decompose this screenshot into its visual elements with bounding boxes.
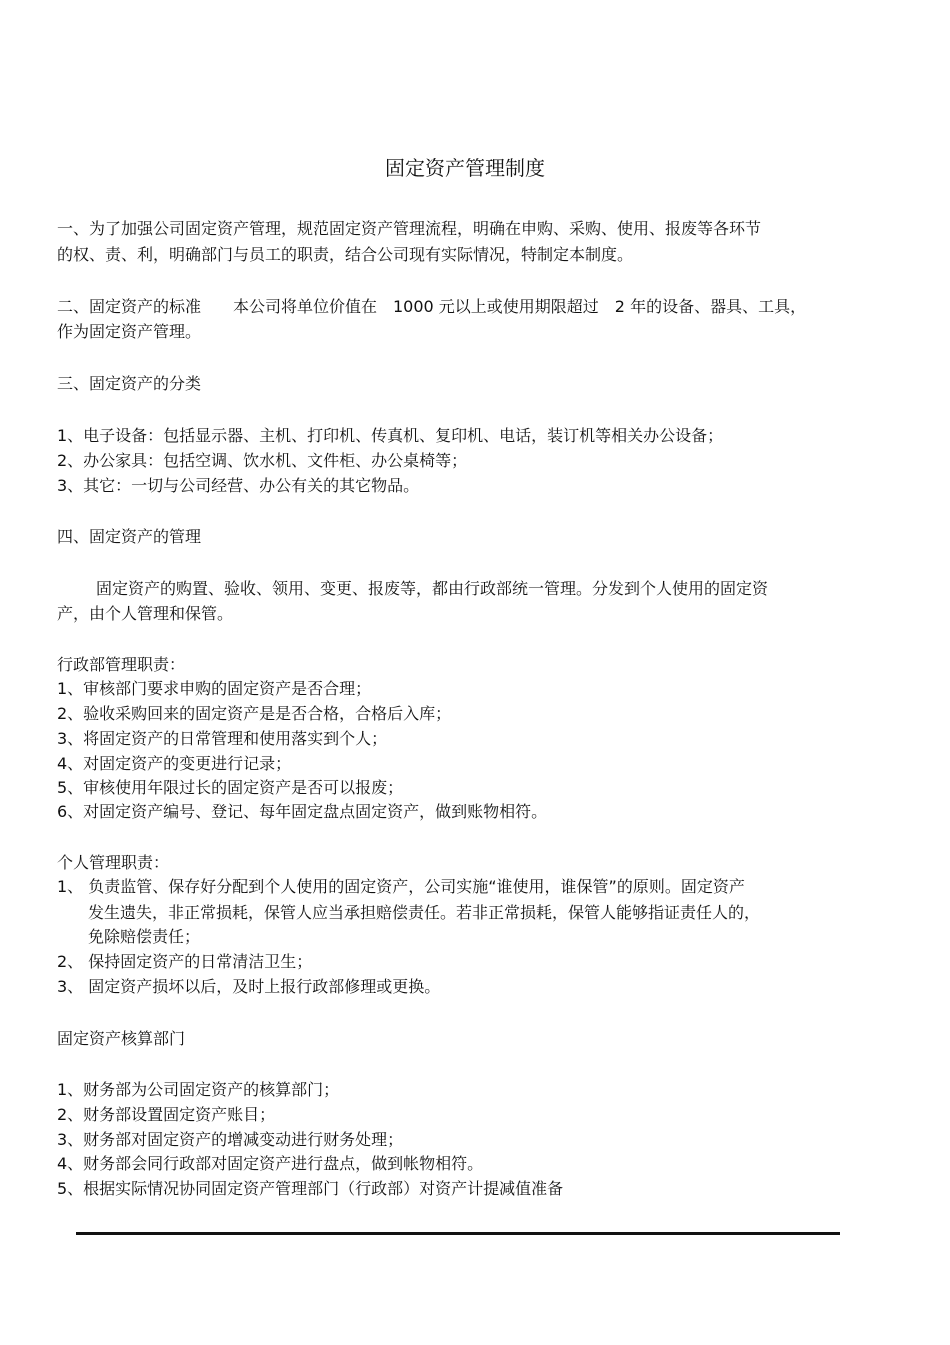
- section-2-line-1: 二、固定资产的标准 本公司将单位价值在 1000 元以上或使用期限超过 2 年的设备、器具、工具，: [57, 297, 807, 316]
- list-item: 4、对固定资产的变更进行记录；: [57, 754, 292, 773]
- list-item: 2、验收采购回来的固定资产是是否合格，合格后入库；: [57, 704, 452, 723]
- bottom-divider: [76, 1232, 840, 1235]
- section-3-heading: 三、固定资产的分类: [57, 374, 202, 393]
- list-item: 2、办公家具：包括空调、饮水机、文件柜、办公桌椅等；: [57, 451, 468, 470]
- section-4-heading: 四、固定资产的管理: [57, 527, 202, 546]
- list-item: 1、 负责监管、保存好分配到个人使用的固定资产，公司实施“谁使用，谁保管”的原则。固定资产: [57, 877, 745, 896]
- section-1-line-1: 一、为了加强公司固定资产管理，规范固定资产管理流程，明确在申购、采购、使用、报废等各环节: [57, 219, 762, 238]
- section-2-line-2: 作为固定资产管理。: [57, 322, 202, 341]
- list-item: 5、审核使用年限过长的固定资产是否可以报废；: [57, 778, 404, 797]
- list-item: 4、财务部会同行政部对固定资产进行盘点，做到帐物相符。: [57, 1154, 484, 1173]
- list-item: 6、对固定资产编号、登记、每年固定盘点固定资产，做到账物相符。: [57, 802, 548, 821]
- section-4-paragraph-line-1: 固定资产的购置、验收、领用、变更、报废等，都由行政部统一管理。分发到个人使用的固定资: [96, 579, 769, 598]
- section-4-paragraph-line-2: 产，由个人管理和保管。: [57, 604, 234, 623]
- list-item: 2、 保持固定资产的日常清洁卫生；: [57, 952, 313, 971]
- list-item: 3、财务部对固定资产的增减变动进行财务处理；: [57, 1130, 404, 1149]
- list-item: 5、根据实际情况协同固定资产管理部门（行政部）对资产计提减值准备: [57, 1179, 564, 1198]
- list-item: 3、其它：一切与公司经营、办公有关的其它物品。: [57, 476, 420, 495]
- list-item: 3、 固定资产损坏以后，及时上报行政部修理或更换。: [57, 977, 441, 996]
- list-item: 3、将固定资产的日常管理和使用落实到个人；: [57, 729, 388, 748]
- list-item: 1、财务部为公司固定资产的核算部门；: [57, 1080, 340, 1099]
- list-item: 1、审核部门要求申购的固定资产是否合理；: [57, 679, 372, 698]
- list-item: 2、财务部设置固定资产账目；: [57, 1105, 276, 1124]
- list-item-continuation: 免除赔偿责任；: [88, 927, 201, 946]
- list-item: 1、电子设备：包括显示器、主机、打印机、传真机、复印机、电话，装订机等相关办公设备；: [57, 426, 724, 445]
- personal-duties-heading: 个人管理职责：: [57, 853, 170, 872]
- admin-duties-heading: 行政部管理职责：: [57, 655, 186, 674]
- section-1-line-2: 的权、责、利，明确部门与员工的职责，结合公司现有实际情况，特制定本制度。: [57, 245, 634, 264]
- section-5-heading: 固定资产核算部门: [57, 1029, 186, 1048]
- list-item-continuation: 发生遗失，非正常损耗，保管人应当承担赔偿责任。若非正常损耗，保管人能够指证责任人的，: [88, 903, 761, 922]
- page-title: 固定资产管理制度: [385, 156, 545, 180]
